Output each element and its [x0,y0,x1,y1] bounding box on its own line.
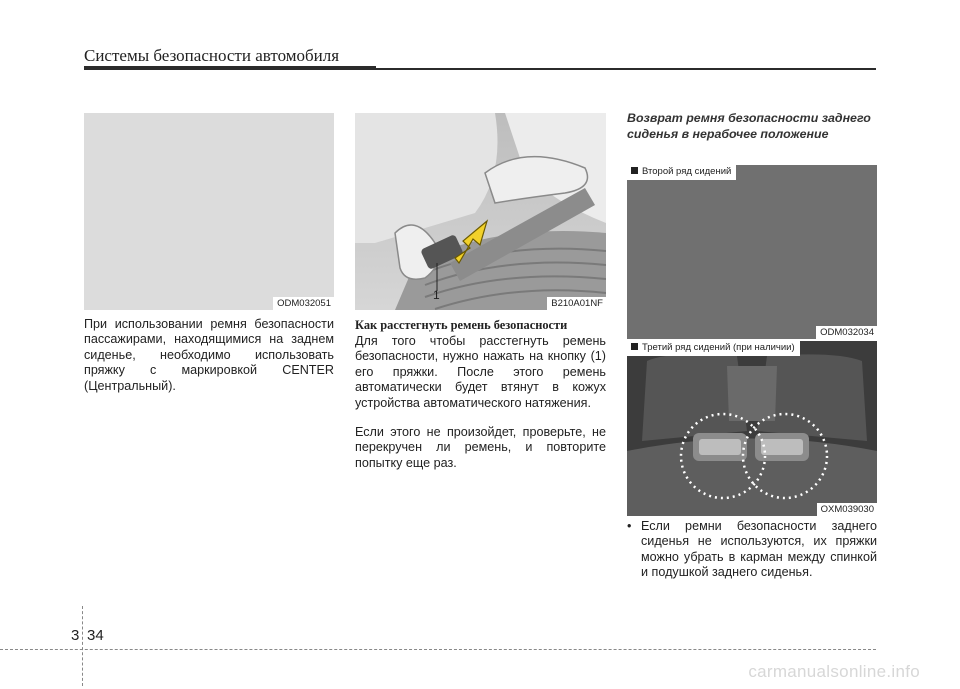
header-rule-thin [376,68,876,70]
bullet-text: Если ремни безопасности заднего сиденья не используются, их пряжки можно убрать в карман между спинкой и подушкой заднего сиденья. [641,519,877,580]
footer-divider-vertical [82,606,84,686]
square-bullet-icon [631,343,638,350]
watermark: carmanualsonline.info [748,662,920,681]
section-number: 3 [71,627,80,644]
col3-heading: Возврат ремня безопасности заднего сиденья в нерабочее положение [627,111,871,141]
col1-paragraph: При использовании ремня безопасности пассажирами, находящимися на заднем сиденье, необходимо использовать пряжку с маркировкой CENTER (Центральный). [84,317,334,393]
figure-center-buckle [84,113,334,310]
figure-tag: Третий ряд сидений (при наличии) [627,341,800,356]
figure-code: ODM032034 [816,326,877,339]
bullet-symbol: • [627,519,632,533]
figure-code: OXM039030 [817,503,877,516]
callout-number: 1 [433,288,440,302]
figure-code: B210A01NF [547,297,606,310]
figure-code: ODM032051 [273,297,334,310]
figure-unbuckle-photo [355,113,606,310]
third-row-illustration [627,341,877,516]
square-bullet-icon [631,167,638,174]
header-rule-thick [84,66,376,70]
col2-paragraph-1: Для того чтобы расстегнуть ремень безопасности, нужно нажать на кнопку (1) его пряжки. После этого ремень автоматически будет втянут в кожух устройства автоматического натяжения. [355,334,606,410]
page-number: 34 [87,627,104,644]
col2-heading: Как расстегнуть ремень безопасности [355,318,568,332]
col3-bullet-item [627,519,877,581]
footer-divider-horizontal [0,649,876,651]
figure-third-row [627,341,877,516]
figure-tag: Второй ряд сидений [627,165,736,180]
col2-paragraph-2: Если этого не произойдет, проверьте, не перекручен ли ремень, и повторите попытку еще раз. [355,425,606,470]
unbuckle-illustration [355,113,606,310]
figure-second-row [627,165,877,339]
page-header-title: Системы безопасности автомобиля [84,46,340,65]
